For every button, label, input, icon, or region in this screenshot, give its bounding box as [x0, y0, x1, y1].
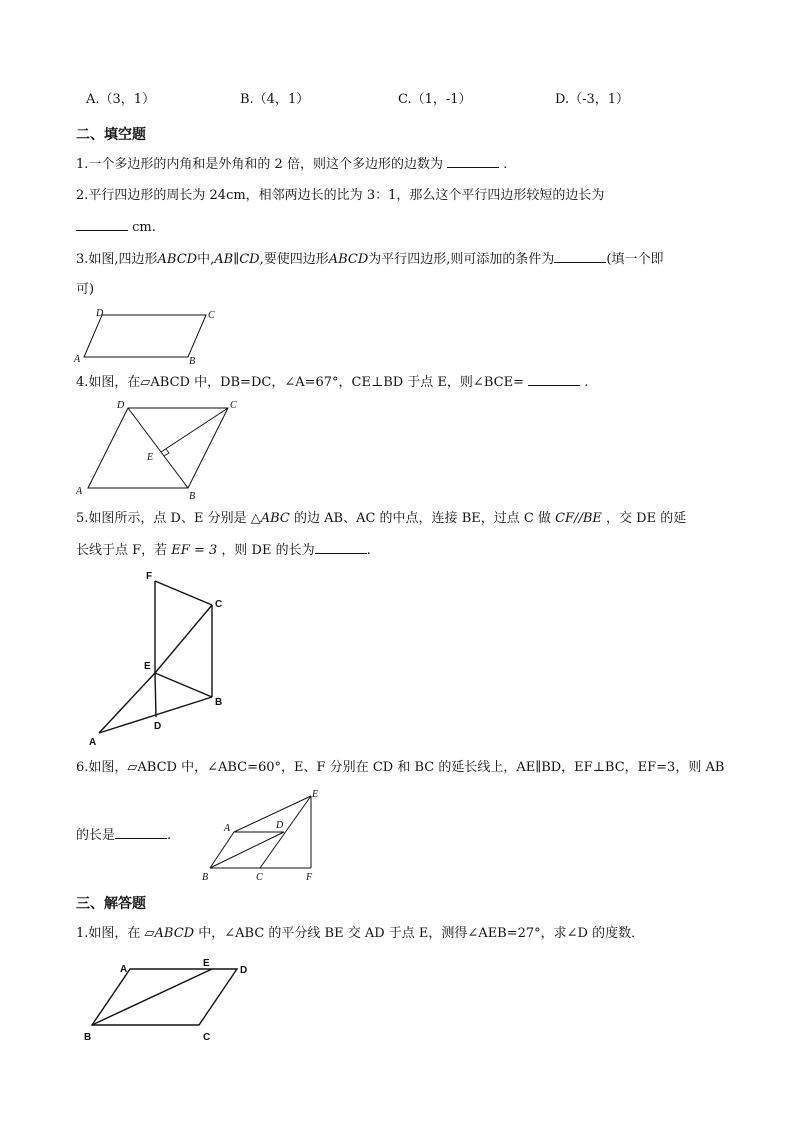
label-a: A: [74, 354, 81, 365]
q3-text-c: ,要使四边形: [259, 252, 329, 267]
q5-end: .: [366, 543, 371, 558]
label-d: D: [276, 820, 284, 831]
label-e: E: [144, 661, 151, 672]
q5-text-c: ，交 DE 的延: [606, 511, 687, 526]
label-d: D: [117, 400, 125, 411]
question-2-3-line1: [76, 250, 664, 269]
question-2-4-end: .: [584, 375, 589, 390]
question-2-1-text: 1.一个多边形的内角和是外角和的 2 倍，则这个多边形的边数为: [76, 157, 443, 172]
q3-text-d: 为平行四边形,则可添加的条件为: [368, 252, 555, 267]
q3-1-quad: ▱ABCD: [144, 926, 195, 941]
section-title-solve: 三、解答题: [76, 896, 146, 912]
label-b: B: [189, 491, 196, 502]
q3-text-a: 3.如图,四边形: [76, 252, 158, 267]
question-2-6-line1: 6.如图，▱ABCD 中，∠ABC=60°，E、F 分别在 CD 和 BC 的延长线上，AE∥BD，EF⊥BC，EF=3，则 AB: [76, 760, 725, 775]
label-a: A: [224, 823, 231, 834]
answer-blank: [528, 373, 580, 386]
question-2-2-line1: 2.平行四边形的周长为 24cm，相邻两边长的比为 3：1，那么这个平行四边形较短的边长为: [76, 188, 605, 203]
choice-d: D.（-3，1）: [555, 92, 630, 107]
q3-condition: AB∥CD: [214, 252, 260, 267]
choice-b: B.（4，1）: [240, 92, 310, 107]
question-2-4-text: 4.如图，在▱ABCD 中，DB=DC，∠A=67°，CE⊥BD 于点 E，则∠BCE=: [76, 375, 524, 390]
q5-parallel-cond: CF//BE: [555, 511, 602, 526]
q3-text-b: 中,: [197, 252, 215, 267]
label-b: B: [189, 356, 196, 367]
label-c: C: [230, 400, 237, 411]
figure-q6-parallelogram: [196, 784, 336, 884]
label-a: A: [76, 486, 83, 497]
label-b: B: [202, 872, 209, 883]
section-title-fill-in: 二、填空题: [76, 127, 146, 143]
choice-a: A.（3，1）: [86, 92, 156, 107]
q5-triangle: △ABC: [250, 511, 290, 526]
label-c: C: [256, 872, 263, 883]
figure-q3-parallelogram: [70, 305, 220, 367]
answer-blank: [115, 826, 167, 839]
q6-text: 的长是: [76, 828, 116, 843]
label-e: E: [312, 789, 319, 800]
q5-text-e: ，则 DE 的长为: [221, 543, 315, 558]
label-f: F: [306, 872, 313, 883]
q5-text-b: 的边 AB、AC 的中点，连接 BE，过点 C 做: [294, 511, 551, 526]
q3-quad-name-2: ABCD: [328, 252, 369, 267]
label-c: C: [215, 599, 223, 610]
answer-blank: [554, 250, 606, 263]
label-d: D: [96, 308, 104, 319]
question-2-1-end: .: [503, 157, 508, 172]
q3-quad-name: ABCD: [157, 252, 198, 267]
question-2-2-end: cm.: [132, 220, 156, 235]
q3-text-e: (填一个即: [606, 252, 664, 267]
question-2-3-line2: 可): [76, 282, 95, 297]
answer-blank: [447, 155, 499, 168]
label-f: F: [146, 571, 153, 582]
question-2-5-line1: [76, 510, 686, 528]
label-d: D: [154, 721, 162, 732]
label-a: A: [120, 964, 128, 975]
question-3-1: [76, 925, 644, 943]
label-b: B: [215, 697, 223, 708]
q6-end: .: [167, 828, 172, 843]
label-e: E: [147, 452, 154, 463]
label-b: B: [84, 1032, 92, 1043]
q5-text-a: 5.如图所示，点 D、E 分别是: [76, 511, 247, 526]
q3-1-text-a: 1.如图，在: [76, 926, 141, 941]
answer-blank: [315, 541, 367, 554]
label-c: C: [208, 310, 215, 321]
q5-text-d: 长线于点 F，若: [76, 543, 168, 558]
label-e: E: [203, 958, 210, 969]
q3-1-text-b: 中，∠ABC 的平分线 BE 交 AD 于点 E，测得∠AEB=27°，求∠D 的度数．: [198, 926, 645, 941]
figure-q5-triangle: [85, 565, 245, 750]
figure-q3-1-parallelogram: [72, 952, 272, 1047]
question-2-4: [76, 373, 588, 392]
question-2-1: [76, 155, 507, 174]
label-d: D: [240, 965, 248, 976]
question-2-2-line2: [76, 218, 156, 237]
label-c: C: [203, 1032, 211, 1043]
figure-q4-parallelogram: [70, 396, 250, 504]
q5-ef-value: EF = 3: [171, 543, 218, 558]
question-2-6-line2: [76, 826, 171, 845]
question-2-5-line2: [76, 541, 371, 560]
label-a: A: [89, 737, 97, 748]
choice-c: C.（1，-1）: [398, 92, 472, 107]
answer-blank: [76, 218, 128, 231]
